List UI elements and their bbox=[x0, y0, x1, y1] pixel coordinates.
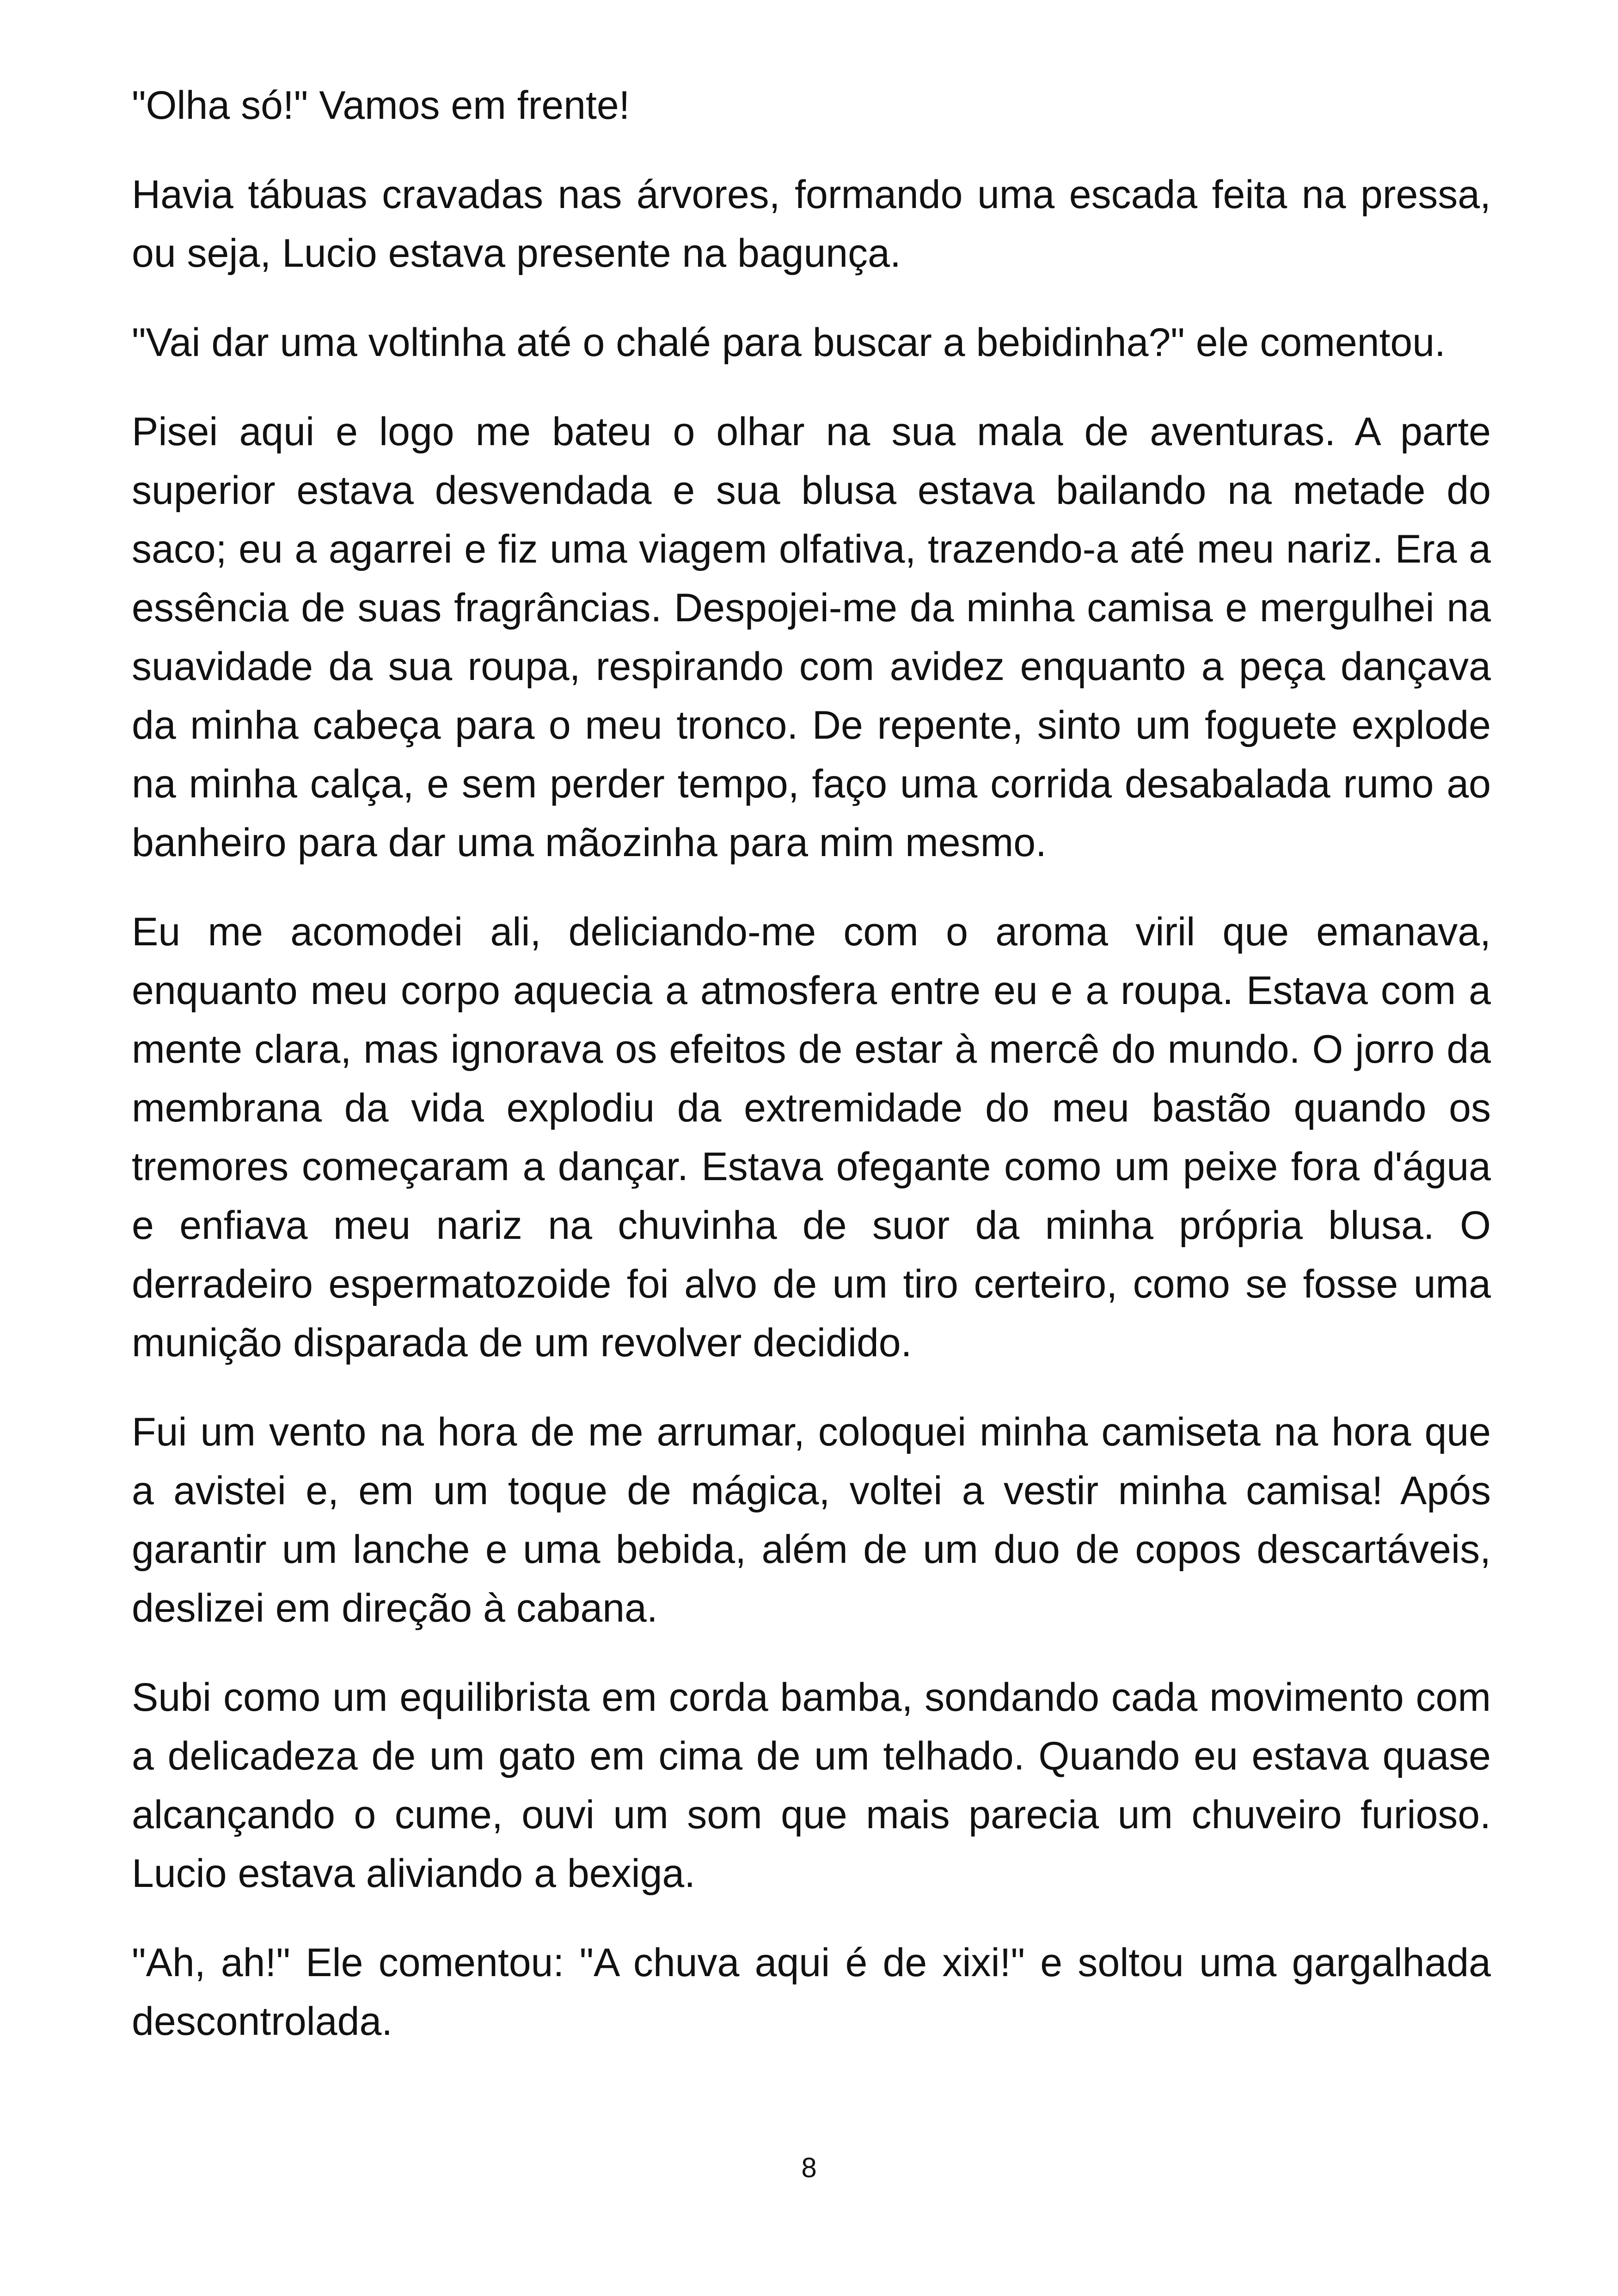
paragraph: Eu me acomodei ali, deliciando-me com o aroma viril que emanava, enquanto meu corpo aquecia a atmosfera entre eu e a roupa. Estava com a mente clara, mas ignorava os efeitos de estar à mercê do mundo. O jorro da membrana da vida explodiu da extremidade do meu bastão quando os tremores começaram a dançar. Estava ofegante como um peixe fora d'água e enfiava meu nariz na chuvinha de suor da minha própria blusa. O derradeiro espermatozoide foi alvo de um tiro certeiro, como se fosse uma munição disparada de um revolver decidido. bbox=[132, 910, 1491, 1365]
paragraph: "Ah, ah!" Ele comentou: "A chuva aqui é de xixi!" e soltou uma gargalhada descontrolada. bbox=[132, 1941, 1491, 2044]
body-text bbox=[132, 76, 1491, 2082]
paragraph: "Olha só!" Vamos em frente! bbox=[132, 83, 630, 128]
paragraph: Subi como um equilibrista em corda bamba, sondando cada movimento com a delicadeza de um gato em cima de um telhado. Quando eu estava quase alcançando o cume, ouvi um som que mais parecia um chuveiro furioso. Lucio estava aliviando a bexiga. bbox=[132, 1675, 1491, 1896]
paragraph: Pisei aqui e logo me bateu o olhar na sua mala de aventuras. A parte superior estava desvendada e sua blusa estava bailando na metade do saco; eu a agarrei e fiz uma viagem olfativa, trazendo-a até meu nariz. Era a essência de suas fragrâncias. Despojei-me da minha camisa e mergulhei na suavidade da sua roupa, respirando com avidez enquanto a peça dançava da minha cabeça para o meu tronco. De repente, sinto um foguete explode na minha calça, e sem perder tempo, faço uma corrida desabalada rumo ao banheiro para dar uma mãozinha para mim mesmo. bbox=[132, 410, 1491, 865]
paragraph: Fui um vento na hora de me arrumar, coloquei minha camiseta na hora que a avistei e, em um toque de mágica, voltei a vestir minha camisa! Após garantir um lanche e uma bebida, além de um duo de copos descartáveis, deslizei em direção à cabana. bbox=[132, 1410, 1491, 1630]
paragraph: Havia tábuas cravadas nas árvores, formando uma escada feita na pressa, ou seja, Lucio estava presente na bagunça. bbox=[132, 172, 1491, 276]
paragraph: "Vai dar uma voltinha até o chalé para buscar a bebidinha?" ele comentou. bbox=[132, 320, 1446, 365]
page-number: 8 bbox=[801, 2152, 817, 2183]
